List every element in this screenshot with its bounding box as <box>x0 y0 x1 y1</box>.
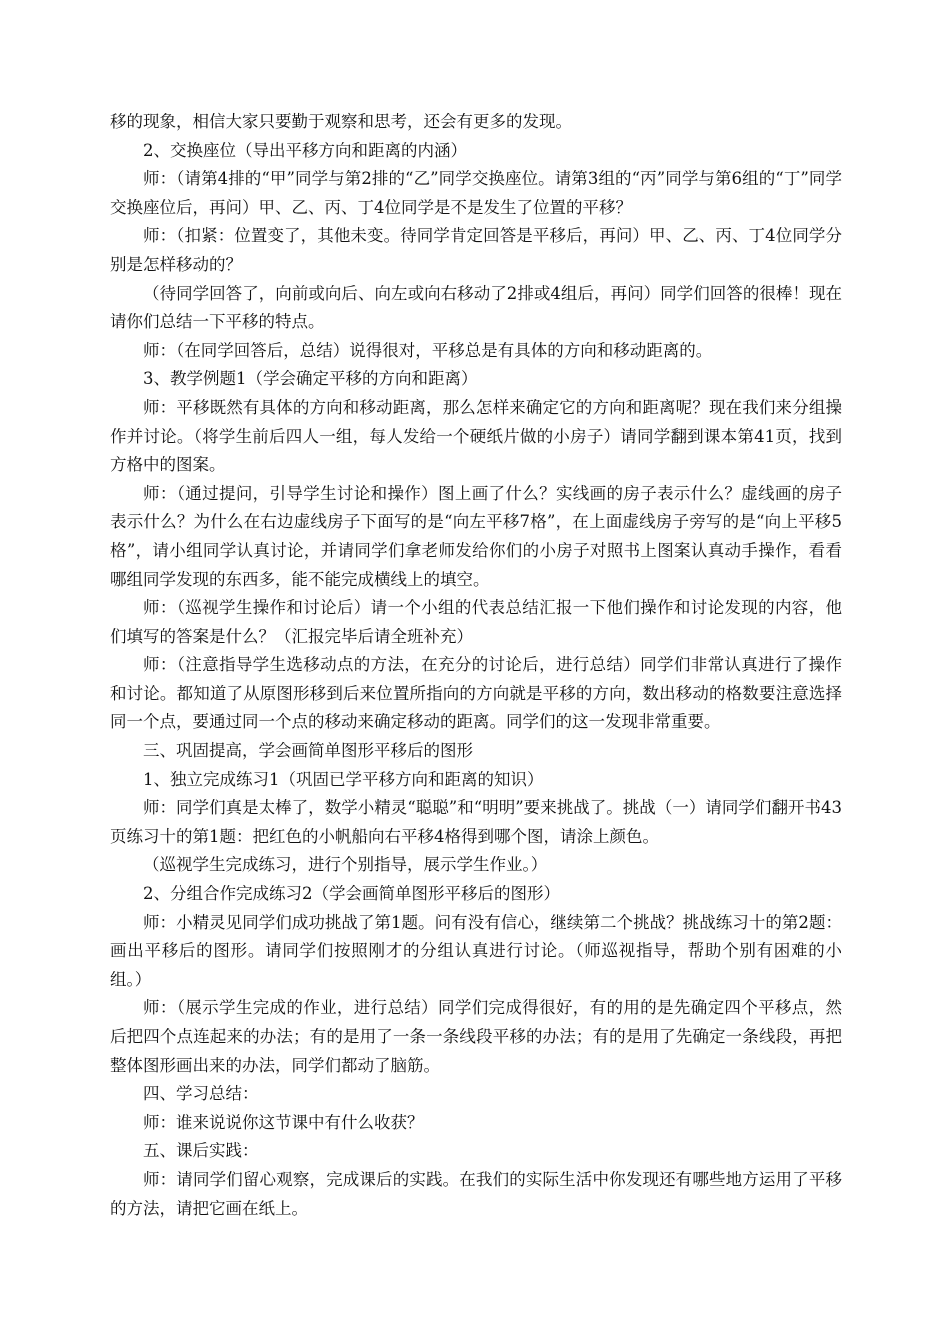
paragraph-continuation: 移的现象，相信大家只要勤于观察和思考，还会有更多的发现。 <box>110 112 572 131</box>
section-heading-exercise-2: 2、分组合作完成练习2（学会画简单图形平移后的图形） <box>143 884 560 904</box>
paragraph: 师：平移既然有具体的方向和移动距离，那么怎样来确定它的方向和距离呢？现在我们来分组操作并讨论。（将学生前后四人一组，每人发给一个硬纸片做的小房子）请同学翻到课本第41页，找到方格中的图案。 <box>110 397 842 475</box>
paragraph: 师：谁来说说你这节课中有什么收获？ <box>143 1112 424 1132</box>
paragraph: 师：（扣紧：位置变了，其他未变。待同学肯定回答是平移后，再问）甲、乙、丙、丁4位同学分别是怎样移动的？ <box>110 226 842 274</box>
section-heading-part-three: 三、巩固提高，学会画简单图形平移后的图形 <box>143 741 473 761</box>
paragraph: （巡视学生完成练习，进行个别指导，展示学生作业。） <box>143 855 548 875</box>
paragraph: 师：小精灵见同学们成功挑战了第1题。问有没有信心，继续第二个挑战？挑战练习十的第2题：画出平移后的图形。请同学们按照刚才的分组认真进行讨论。（师巡视指导，帮助个别有困难的小组。） <box>110 912 842 989</box>
paragraph: 师：请同学们留心观察，完成课后的实践。在我们的实际生活中你发现还有哪些地方运用了平移的方法，请把它画在纸上。 <box>110 1169 842 1218</box>
paragraph: 师：（展示学生完成的作业，进行总结）同学们完成得很好，有的用的是先确定四个平移点，然后把四个点连起来的办法；有的是用了一条一条线段平移的办法；有的是用了先确定一条线段，再把整体图形画出来的办法，同学们都动了脑筋。 <box>110 998 842 1075</box>
section-heading-swap-seats: 2、交换座位（导出平移方向和距离的内涵） <box>143 140 467 160</box>
paragraph: 师：（请第4排的“甲”同学与第2排的“乙”同学交换座位。请第3组的“丙”同学与第6组的“丁”同学交换座位后，再问）甲、乙、丙、丁4位同学是不是发生了位置的平移？ <box>110 169 842 217</box>
paragraph: 师：（在同学回答后，总结）说得很对，平移总是有具体的方向和移动距离的。 <box>143 340 713 360</box>
paragraph: 师：同学们真是太棒了，数学小精灵“聪聪”和“明明”要来挑战了。挑战（一）请同学们翻开书43页练习十的第1题：把红色的小帆船向右平移4格得到哪个图，请涂上颜色。 <box>110 798 842 846</box>
paragraph: （待同学回答了，向前或向后、向左或向右移动了2排或4组后，再问）同学们回答的很棒！现在请你们总结一下平移的特点。 <box>110 283 842 332</box>
section-heading-exercise-1: 1、独立完成练习1（巩固已学平移方向和距离的知识） <box>143 769 544 789</box>
document-body <box>110 108 842 1223</box>
section-heading-part-five: 五、课后实践： <box>143 1141 259 1161</box>
section-heading-part-four: 四、学习总结： <box>143 1084 259 1104</box>
section-heading-example-1: 3、教学例题1（学会确定平移的方向和距离） <box>143 369 478 389</box>
paragraph: 师：（通过提问，引导学生讨论和操作）图上画了什么？实线画的房子表示什么？虚线画的房子表示什么？为什么在右边虚线房子下面写的是“向左平移7格”，在上面虚线房子旁写的是“向上平移5格”，请小组同学认真讨论，并请同学们拿老师发给你们的小房子对照书上图案认真动手操作，看看哪组同学发现的东西多，能不能完成横线上的填空。 <box>110 483 842 589</box>
paragraph: 师：（巡视学生操作和讨论后）请一个小组的代表总结汇报一下他们操作和讨论发现的内容，他们填写的答案是什么？（汇报完毕后请全班补充） <box>110 598 842 646</box>
paragraph: 师：（注意指导学生选移动点的方法，在充分的讨论后，进行总结）同学们非常认真进行了操作和讨论。都知道了从原图形移到后来位置所指向的方向就是平移的方向，数出移动的格数要注意选择同一个点，要通过同一个点的移动来确定移动的距离。同学们的这一发现非常重要。 <box>110 655 842 732</box>
